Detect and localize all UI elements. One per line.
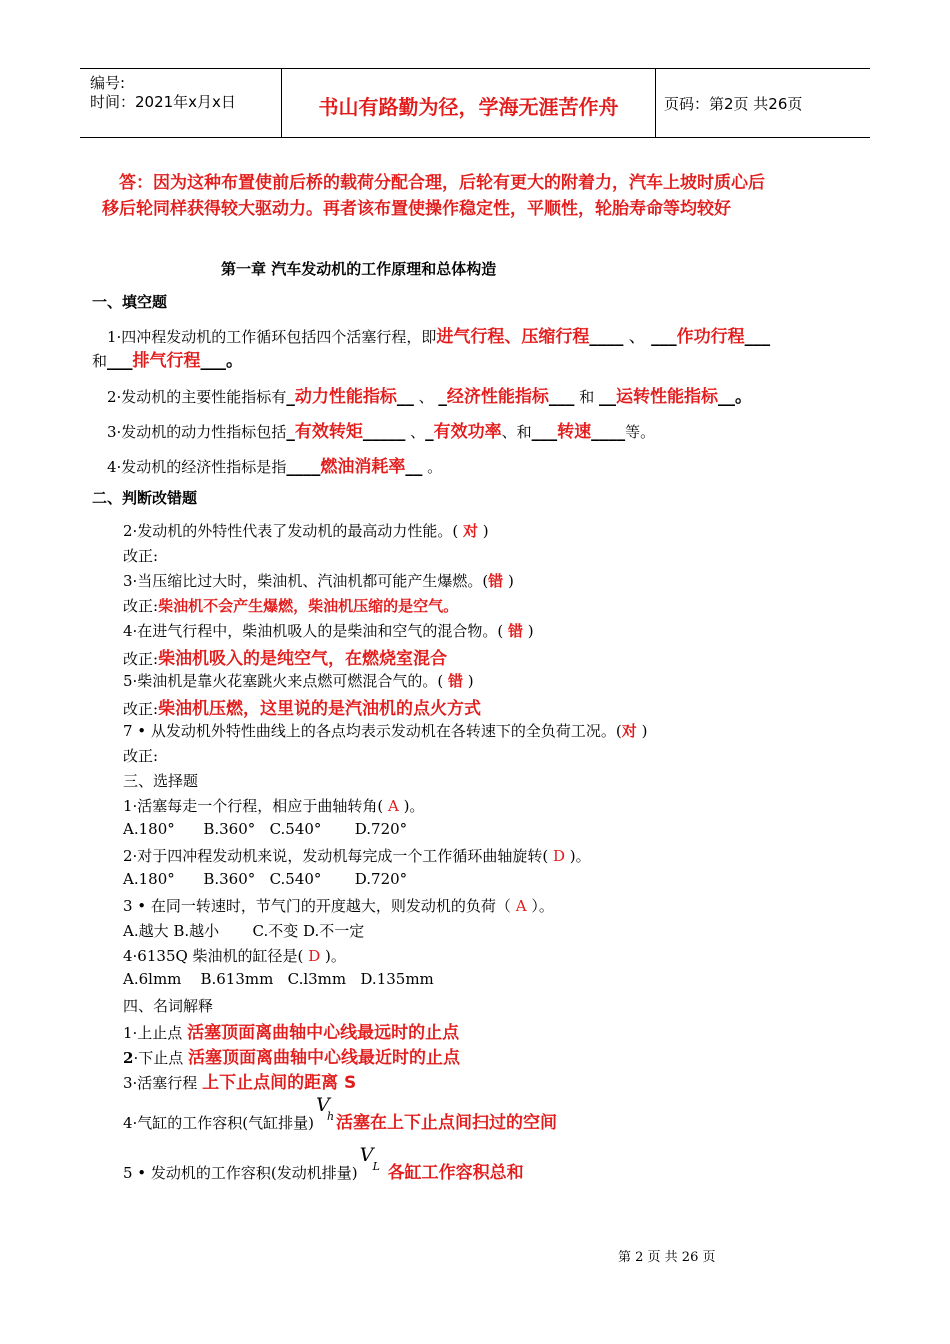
q3-b4: ___ (531, 422, 558, 442)
term-5 (123, 1144, 524, 1183)
q1-prefix: 1·四冲程发动机的工作循环包括四个活塞行程，即 (107, 328, 437, 346)
judge-q5-text: 5·柴油机是靠火花塞跳火来点燃可燃混合气的。( (123, 672, 444, 690)
term-3-definition: 上下止点间的距离 S (202, 1073, 357, 1093)
q3-sep1: 、 (410, 423, 426, 441)
q2-b1: _ (286, 387, 295, 407)
term-5-definition: 各缸工作容积总和 (387, 1163, 524, 1183)
q2-prefix: 2·发动机的主要性能指标有 (107, 388, 287, 406)
fill-q4 (107, 452, 442, 477)
header-left-cell (80, 69, 281, 137)
q2-and: 和 (579, 388, 595, 406)
answer-line-1: 答：因为这种布置使前后桥的载荷分配合理，后轮有更大的附着力，汽车上坡时质心后 (119, 173, 765, 193)
judge-q3-text: 3·当压缩比过大时，柴油机、汽油机都可能产生爆燃。( (123, 572, 489, 590)
judge-q5-fix (123, 694, 481, 719)
term-3-name: 3·活塞行程 (123, 1074, 198, 1092)
judge-q7-fix (123, 745, 158, 766)
judge-q4-close: ) (527, 622, 534, 640)
term-2 (123, 1043, 460, 1068)
fill-q3 (107, 417, 655, 442)
q2-b3: _ (438, 387, 447, 407)
term-4-definition: 活塞在上下止点间扫过的空间 (336, 1113, 558, 1133)
answer-block (103, 170, 873, 222)
header-table (80, 68, 870, 138)
judge-q3-fix-label: 改正: (123, 597, 159, 615)
choice-q4-text: 4·6135Q 柴油机的缸径是( (123, 947, 304, 965)
answer-line-2: 移后轮同样获得较大驱动力。再者该布置使操作稳定性，平顺性，轮胎寿命等均较好 (102, 199, 731, 219)
term-2-number: 2 (123, 1049, 134, 1067)
q2-end: 。 (734, 387, 752, 407)
q2-sep1: 、 (418, 388, 434, 406)
q1-blank5: ___ (200, 351, 227, 371)
choice-q2-text: 2·对于四冲程发动机来说，发动机每完成一个工作循环曲轴旋转( (123, 847, 549, 865)
section1-heading: 一、填空题 (92, 293, 168, 311)
judge-q7-fix-label: 改正: (123, 747, 159, 765)
q1-sep1: 、 (504, 327, 522, 347)
judge-q4-fix-label: 改正: (123, 650, 159, 668)
section2-heading: 二、判断改错题 (92, 489, 198, 507)
judge-q3 (123, 570, 514, 591)
choice-q4-answer: D (308, 947, 321, 965)
q4-b1: ____ (286, 457, 321, 477)
judge-q5-mark: 错 (447, 672, 463, 690)
judge-q5-fix-label: 改正: (123, 700, 159, 718)
q3-prefix: 3·发动机的动力性指标包括 (107, 423, 287, 441)
judge-q5 (123, 670, 474, 691)
term-5-symbol (358, 1144, 388, 1178)
q2-answer-3: 运转性能指标 (615, 387, 718, 407)
term-4-name: 4·气缸的工作容积(气缸排量) (123, 1114, 315, 1132)
chapter-title: 第一章 汽车发动机的工作原理和总体构造 (221, 260, 497, 278)
fill-q2 (107, 382, 752, 407)
q3-answer-2: 有效功率 (433, 422, 502, 442)
choice-q3-text: 3 • 在同一转速时，节气门的开度越大，则发动机的负荷（ (123, 897, 511, 915)
choice-q1-text: 1·活塞每走一个行程，相应于曲轴转角( (123, 797, 384, 815)
q4-b2: __ (405, 457, 423, 477)
q1-end: 。 (226, 351, 244, 371)
choice-q2-options: A.180° B.360° C.540° D.720° (123, 870, 408, 888)
q3-sep2: 、和 (501, 423, 532, 441)
q3-b1: _ (286, 422, 295, 442)
q1-answer-4: 排气行程 (132, 351, 201, 371)
judge-q3-fix-text: 柴油机不会产生爆燃，柴油机压缩的是空气。 (158, 597, 459, 615)
term-5-symbol-v: V (359, 1144, 374, 1166)
q3-b5: ____ (591, 422, 626, 442)
page-label: 页码：第2页 共26页 (664, 95, 803, 113)
q1-answer-3: 作功行程 (676, 327, 745, 347)
judge-q4 (123, 620, 534, 641)
time-label: 时间：2021年x月x日 (90, 93, 236, 111)
q2-b5: __ (598, 387, 616, 407)
q1-blank2: ___ (651, 327, 677, 347)
choice-q2 (123, 845, 591, 866)
judge-q4-mark: 错 (507, 622, 523, 640)
choice-q4-close: )。 (325, 947, 346, 965)
judge-q5-close: ) (467, 672, 474, 690)
term-4 (123, 1094, 558, 1133)
term-4-symbol-v: V (316, 1094, 330, 1116)
page-footer: 第 2 页 共 26 页 (618, 1250, 716, 1265)
q2-b2: __ (396, 387, 414, 407)
q1-blank1: ____ (589, 327, 624, 347)
term-4-symbol (314, 1094, 336, 1128)
q1-and: 和 (92, 352, 108, 370)
choice-q4 (123, 945, 346, 966)
q2-answer-2: 经济性能指标 (446, 387, 549, 407)
choice-q1-answer: A (387, 797, 399, 815)
fill-q1-line2 (92, 346, 243, 371)
q2-answer-1: 动力性能指标 (294, 387, 397, 407)
choice-q3-answer: A (515, 897, 527, 915)
judge-q4-fix (123, 644, 447, 669)
judge-q2-fix-label: 改正: (123, 547, 159, 565)
q3-answer-1: 有效转矩 (294, 422, 363, 442)
judge-q2-mark: 对 (462, 522, 478, 540)
q4-prefix: 4·发动机的经济性指标是指 (107, 458, 287, 476)
q3-b3: _ (425, 422, 434, 442)
q2-b4: ___ (548, 387, 575, 407)
choice-q1-options: A.180° B.360° C.540° D.720° (123, 820, 408, 838)
judge-q3-mark: 错 (488, 572, 504, 590)
term-5-name: 5 • 发动机的工作容积(发动机排量) (123, 1164, 358, 1182)
q4-end: 。 (427, 458, 443, 476)
q1-answer-1: 进气行程 (436, 327, 505, 347)
judge-q3-close: ) (507, 572, 514, 590)
term-4-symbol-sub: h (327, 1110, 335, 1123)
motto: 书山有路勤为径，学海无涯苦作舟 (318, 95, 619, 119)
term-2-name: ·下止点 (133, 1049, 184, 1067)
q1-blank4: ___ (107, 351, 133, 371)
judge-q4-fix-text: 柴油机吸入的是纯空气，在燃烧室混合 (158, 649, 448, 669)
term-1-name: 1·上止点 (123, 1024, 183, 1042)
header-right-cell (656, 69, 870, 137)
q3-b2: _____ (362, 422, 406, 442)
judge-q2-close: ) (482, 522, 489, 540)
q4-answer-1: 燃油消耗率 (320, 457, 406, 477)
fill-q1-line1 (107, 322, 770, 347)
q3-answer-3: 转速 (557, 422, 592, 442)
term-1 (123, 1018, 459, 1043)
choice-q3-options: A.越大 B.越小 C.不变 D.不一定 (123, 922, 365, 940)
choice-q3-close: ）。 (531, 897, 554, 915)
q1-blank3: ___ (744, 327, 771, 347)
judge-q4-text: 4·在进气行程中，柴油机吸人的是柴油和空气的混合物。( (123, 622, 504, 640)
serial-label: 编号: (90, 74, 126, 92)
q2-b6: __ (717, 387, 735, 407)
term-1-definition: 活塞顶面离曲轴中心线最远时的止点 (187, 1023, 460, 1043)
judge-q7-text: 7 • 从发动机外特性曲线上的各点均表示发动机在各转速下的全负荷工况。( (123, 722, 622, 740)
header-middle-cell (281, 69, 656, 137)
judge-q5-fix-text: 柴油机压燃，这里说的是汽油机的点火方式 (158, 699, 482, 719)
choice-q1 (123, 795, 424, 816)
section4-heading: 四、名词解释 (123, 997, 214, 1015)
choice-q2-close: )。 (569, 847, 591, 865)
term-3 (123, 1068, 356, 1093)
judge-q2 (123, 520, 489, 541)
q3-end: 等。 (625, 423, 656, 441)
choice-q4-options: A.6lmm B.613mm C.l3mm D.135mm (123, 970, 434, 988)
term-5-symbol-sub: L (372, 1160, 380, 1173)
choice-q1-close: )。 (403, 797, 425, 815)
judge-q3-fix (123, 595, 458, 616)
q1-sep2: 、 (628, 327, 646, 347)
term-2-definition: 活塞顶面离曲轴中心线最近时的止点 (188, 1048, 460, 1068)
judge-q7 (123, 720, 647, 741)
judge-q7-close: ) (641, 722, 648, 740)
section3-heading: 三、选择题 (123, 772, 199, 790)
choice-q2-answer: D (552, 847, 565, 865)
judge-q2-text: 2·发动机的外特性代表了发动机的最高动力性能。( (123, 522, 459, 540)
choice-q3 (123, 895, 554, 916)
q1-answer-2: 压缩行程 (521, 327, 590, 347)
judge-q2-fix (123, 545, 158, 566)
judge-q7-mark: 对 (621, 722, 637, 740)
